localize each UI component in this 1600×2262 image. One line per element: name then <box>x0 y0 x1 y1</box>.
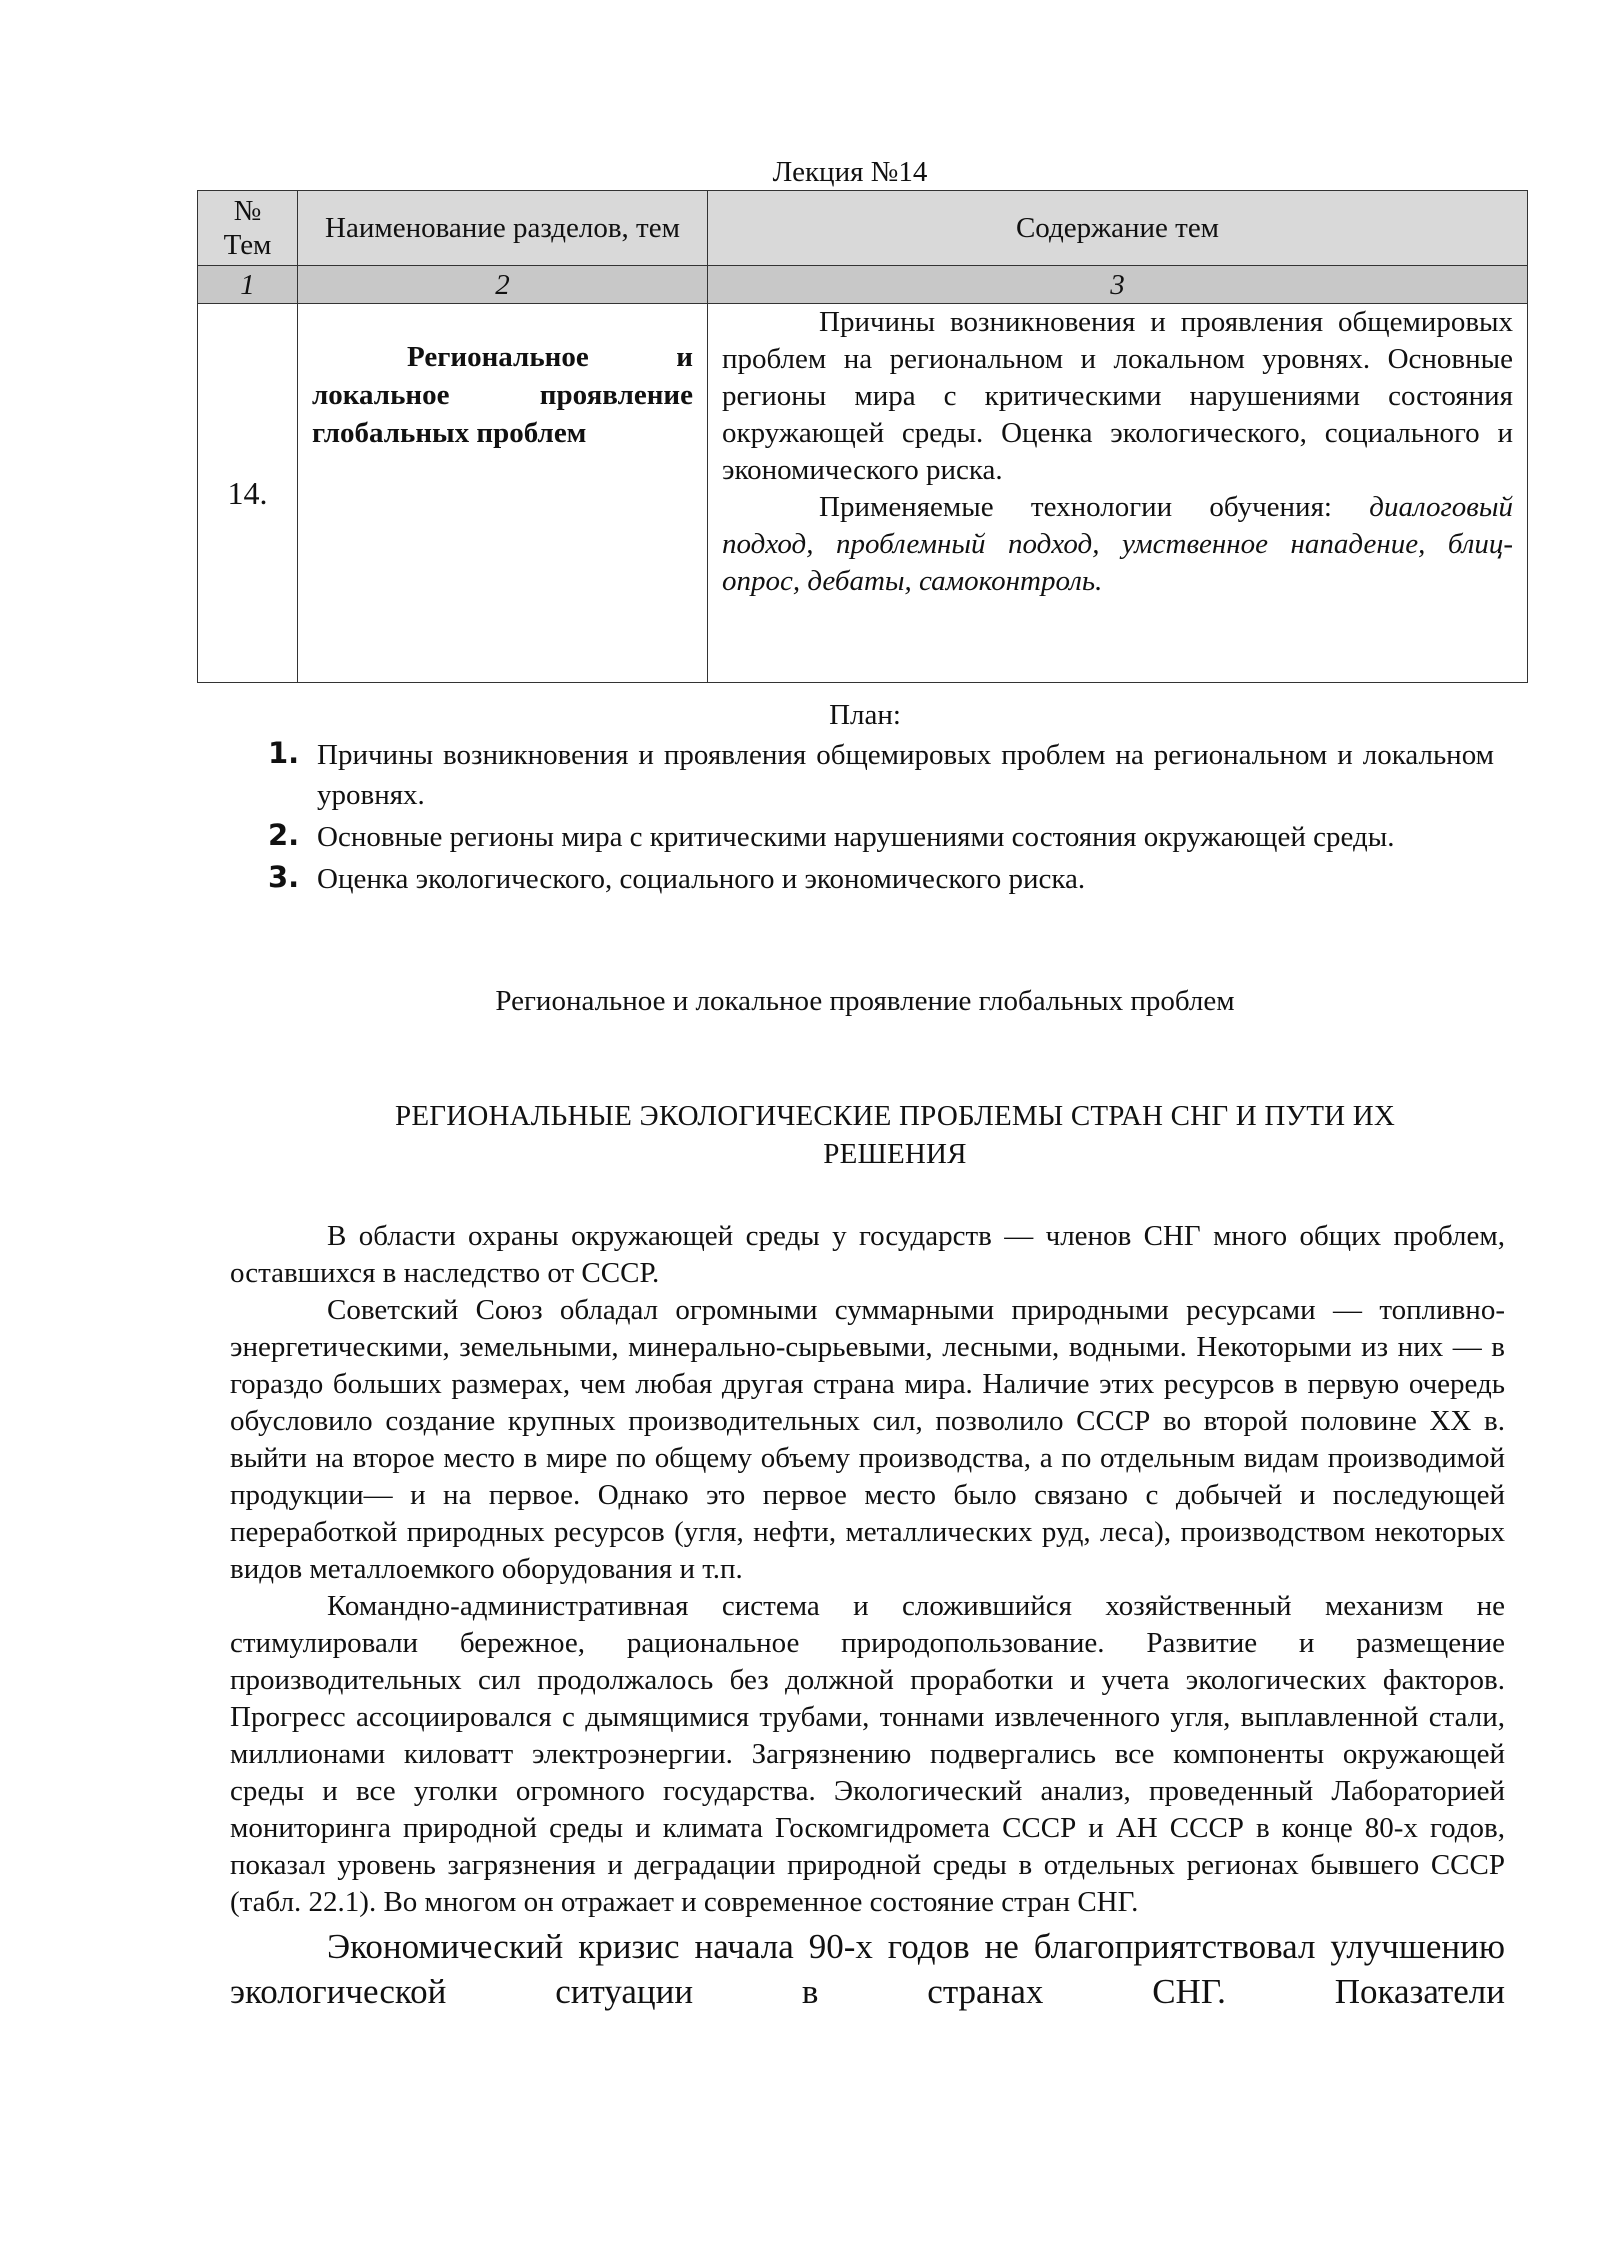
column-number: 2 <box>298 266 708 304</box>
topic-content-technologies <box>722 489 1513 600</box>
column-number: 3 <box>708 266 1528 304</box>
column-number-row <box>198 266 1528 304</box>
plan-item-text: Основные регионы мира с критическими нарушениями состояния окружающей среды. <box>317 821 1395 853</box>
header-content <box>708 191 1528 266</box>
column-number: 1 <box>198 266 298 304</box>
paragraph: Экономический кризис начала 90-х годов не благоприятствовал улучшению экологической ситуации в странах СНГ. Показатели <box>230 1927 1505 2011</box>
plan-title: План: <box>829 699 901 731</box>
lecture-title: Лекция №14 <box>772 156 928 188</box>
section-title <box>298 304 708 683</box>
table-header-row <box>198 191 1528 266</box>
header-section-name <box>298 191 708 266</box>
plan-item <box>262 735 1494 815</box>
paragraph: Командно-административная система и сложившийся хозяйственный механизм не стимулировали бережное, рациональное природопользование. Развитие и размещение производительных сил продолжалось без должной проработки и учета экологических факторов. Прогресс ассоциировался с дымящимися трубами, тоннами извлеченного угля, выплавленной стали, миллионами киловатт электроэнергии. Загрязнению подвергались все компоненты окружающей среды и все уголки огромного государства. Экологический анализ, проведенный Лабораторией мониторинга природной среды и климата Госкомгидромета СССР и АН СССР в конце 80-х годов, показал уровень загрязнения и деградации природной среды в отдельных регионах бывшего СССР (табл. 22.1). Во многом он отражает и современное состояние стран СНГ. <box>230 1590 1505 1918</box>
topics-table <box>197 190 1528 683</box>
plan-item-number: 2. <box>268 818 300 852</box>
section-subtitle: Региональное и локальное проявление глобальных проблем <box>495 985 1235 1017</box>
plan-item-text: Оценка экологического, социального и экономического риска. <box>317 863 1086 895</box>
plan-item <box>262 817 1494 857</box>
plan-list <box>262 735 1494 901</box>
main-heading: РЕГИОНАЛЬНЫЕ ЭКОЛОГИЧЕСКИЕ ПРОБЛЕМЫ СТРАН СНГ И ПУТИ ИХ РЕШЕНИЯ <box>394 1100 1396 1170</box>
paragraph: В области охраны окружающей среды у государств — членов СНГ много общих проблем, оставшихся в наследство от СССР. <box>230 1220 1505 1289</box>
plan-item-text: Причины возникновения и проявления общемировых проблем на региональном и локальном уровнях. <box>317 739 1494 811</box>
technologies-label: Применяемые технологии обучения: <box>819 491 1370 523</box>
topic-content <box>708 304 1528 683</box>
table-row <box>198 304 1528 683</box>
header-topic-number-label: № Тем <box>223 195 272 261</box>
topic-number: 14. <box>198 304 298 683</box>
header-content-label: Содержание тем <box>1015 212 1220 244</box>
plan-item-number: 3. <box>268 860 300 894</box>
body-text <box>230 1218 1505 2014</box>
plan-item <box>262 859 1494 899</box>
plan-item-number: 1. <box>268 736 300 770</box>
technologies-list: диалоговый подход, проблемный подход, умственное нападение, блиц-опрос, дебаты, самоконтроль. <box>722 491 1513 597</box>
header-section-name-label: Наименование разделов, тем <box>325 212 680 244</box>
header-topic-number <box>198 191 298 266</box>
section-title-text: Региональное и локальное проявление глобальных проблем <box>312 341 693 449</box>
paragraph: Советский Союз обладал огромными суммарными природными ресурсами — топливно-энергетическими, земельными, минерально-сырьевыми, лесными, водными. Некоторыми из них — в гораздо больших размерах, чем любая другая страна мира. Наличие этих ресурсов в первую очередь обусловило создание крупных производительных сил, позволило СССР во второй половине XX в. выйти на второе место в мире по общему объему производства, а по отдельным видам производимой продукции— и на первое. Однако это первое место было связано с добычей и последующей переработкой природных ресурсов (угля, нефти, металлических руд, леса), производством некоторых видов металлоемкого оборудования и т.п. <box>230 1294 1505 1585</box>
topic-content-description: Причины возникновения и проявления общемировых проблем на региональном и локальном уровнях. Основные регионы мира с критическими нарушениями состояния окружающей среды. Оценка экологического, социального и экономического риска. <box>722 306 1513 486</box>
